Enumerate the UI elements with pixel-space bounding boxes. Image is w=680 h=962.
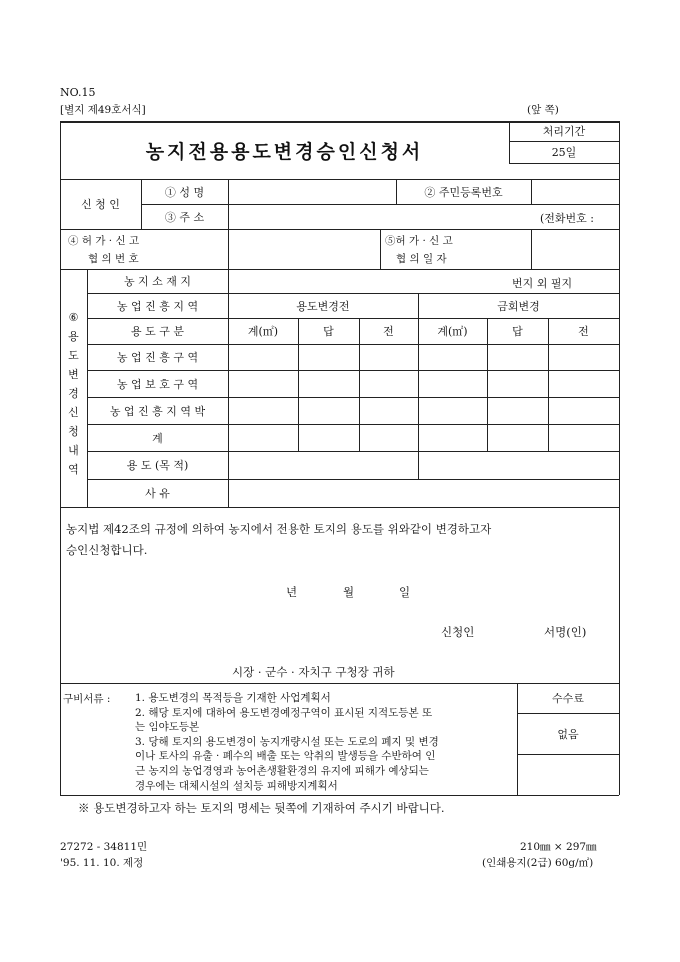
resident-id-label: ② 주민등록번호 (424, 185, 503, 199)
col-after-total: 계(㎡) (437, 325, 468, 338)
document-item: 3. 당해 토지의 용도변경이 농지개량시설 또는 도로의 폐지 및 변경 (135, 735, 439, 748)
paper-size: 210㎜ × 297㎜ (520, 841, 597, 853)
row-outside-zone: 농 업 진 흥 지 역 박 (109, 404, 206, 418)
permit-date-field[interactable] (533, 231, 617, 267)
document-item: 1. 용도변경의 목적등을 기재한 사업계획서 (135, 692, 331, 704)
document-item: 는 임야도등본 (135, 721, 200, 734)
form-title: 농지전용용도변경승인신청서 (145, 140, 424, 163)
date-year-label: 년 (286, 585, 298, 599)
lot-count-label: 번지 외 필지 (512, 277, 573, 290)
before-change-header: 용도변경전 (296, 299, 350, 313)
phone-label: (전화번호 : (540, 212, 594, 225)
paper-spec: (인쇄용지(2급) 60g/㎡) (482, 857, 594, 869)
processing-period-value: 25일 (551, 146, 577, 159)
document-item: 경우에는 대체시설의 설치등 피해방지계획서 (135, 779, 338, 792)
document-item: 2. 해당 토지에 대하여 용도변경예정구역이 표시된 지적도등본 또 (135, 706, 433, 719)
reason-field[interactable] (230, 481, 617, 505)
reason-label: 사 유 (145, 487, 170, 500)
address-label: ③ 주 소 (164, 210, 205, 224)
form-number: NO.15 (60, 86, 96, 99)
enactment-date: '95. 11. 10. 제정 (60, 857, 144, 869)
fee-value: 없음 (557, 727, 579, 741)
fee-label: 수수료 (552, 692, 584, 705)
statement-line-1: 농지법 제42조의 규정에 의하여 농지에서 전용한 토지의 용도를 위와같이 변경하고자 (66, 522, 492, 536)
form-code: 27272 - 34811민 (60, 841, 148, 853)
processing-period-label: 처리기간 (542, 125, 586, 138)
zone-label: 농 업 진 흥 지 역 (116, 299, 199, 313)
applicant-sign-label: 신청인 (441, 625, 475, 639)
category-label: 용 도 구 분 (131, 325, 184, 338)
col-before-field: 전 (383, 325, 394, 338)
permit-date-label-1: ⑤허 가 · 신 고 (385, 235, 453, 247)
permit-number-label-1: ④ 허 가 · 신 고 (68, 235, 140, 247)
row-promotion-zone: 농 업 진 흥 구 역 (116, 351, 199, 364)
name-label: ① 성 명 (164, 185, 205, 199)
footnote: ※ 용도변경하고자 하는 토지의 명세는 뒷쪽에 기재하여 주시기 바랍니다. (78, 801, 445, 815)
date-month-label: 월 (343, 585, 355, 599)
purpose-label: 용 도 (목 적) (126, 459, 189, 472)
form-reference: [별지 제49호서식] (60, 104, 146, 116)
col-after-field: 전 (578, 325, 589, 338)
page-side-label: (앞 쪽) (527, 104, 559, 116)
usage-change-side-label: ⑥ 용 도 변 경 신 청 내 역 (68, 311, 79, 476)
permit-date-label-2: 협 의 일 자 (396, 253, 447, 265)
permit-number-field[interactable] (230, 231, 378, 267)
date-day-label: 일 (399, 585, 411, 599)
row-total: 계 (152, 431, 163, 445)
address-field[interactable] (230, 206, 530, 227)
purpose-field[interactable] (230, 453, 416, 477)
applicant-label: 신 청 인 (81, 198, 120, 211)
land-location-label: 농 지 소 재 지 (123, 275, 192, 288)
col-after-paddy: 답 (512, 325, 523, 338)
required-documents-list (135, 691, 439, 793)
row-protection-zone: 농 업 보 호 구 역 (116, 377, 199, 391)
statement-line-2: 승인신청합니다. (66, 543, 148, 557)
permit-number-label-2: 협 의 번 호 (88, 253, 139, 265)
col-before-paddy: 답 (323, 325, 334, 338)
document-item: 이나 토사의 유출 · 폐수의 배출 또는 악취의 발생등을 수반하여 인 (135, 750, 436, 763)
document-item: 근 농지의 농업경영과 농어촌생활환경의 유지에 피해가 예상되는 (135, 764, 429, 777)
after-change-header: 금회변경 (497, 299, 540, 313)
land-location-field[interactable] (230, 271, 505, 291)
recipient-label: 시장 · 군수 · 자치구 구청장 귀하 (232, 665, 395, 679)
required-documents-label: 구비서류 : (63, 693, 111, 705)
signature-label: 서명(인) (544, 625, 587, 639)
name-field[interactable] (230, 181, 394, 202)
resident-id-field[interactable] (533, 181, 617, 202)
col-before-total: 계(㎡) (247, 325, 279, 338)
